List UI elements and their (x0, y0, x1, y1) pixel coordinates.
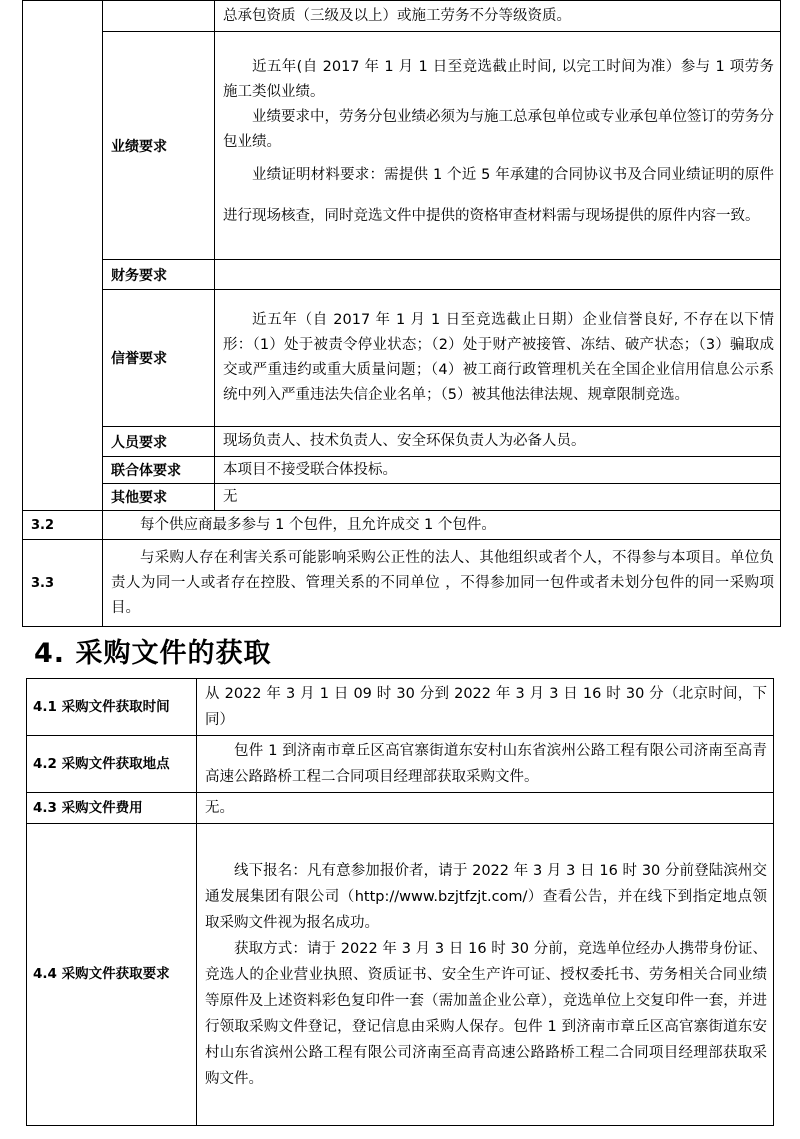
section-3-3-paragraph: 与采购人存在利害关系可能影响采购公正性的法人、其他组织或者个人，不得参与本项目。单位负责人为同一人或者存在控股、管理关系的不同单位 ，不得参加同一包件或者未划分包件的同一采购项目。 (111, 549, 774, 616)
credit-paragraph: 近五年（自 2017 年 1 月 1 日至竞选截止日期）企业信誉良好, 不存在以下情形：（1）处于被责令停业状态；（2）处于财产被接管、冻结、破产状态；（3）骗取成交或严重违约或重大质量问题；（4）被工商行政管理机关在全国企业信用信息公示系统中列入严重违法失信企业名单；（5）被其他法律法规、规章限制竞选。 (223, 312, 774, 403)
section-3-3-text (103, 540, 781, 627)
row-4-1-text: 从 2022 年 3 月 1 日 09 时 30 分到 2022 年 3 月 3 日 16 时 30 分（北京时间，下同） (197, 679, 774, 736)
staff-value: 现场负责人、技术负责人、安全环保负责人为必备人员。 (215, 427, 781, 457)
other-value: 无 (215, 484, 781, 511)
consortium-label: 联合体要求 (103, 457, 215, 484)
section-3-2-paragraph: 每个供应商最多参与 1 个包件，且允许成交 1 个包件。 (140, 516, 496, 533)
performance-label: 业绩要求 (103, 32, 215, 260)
blank-label-cell (103, 1, 215, 32)
credit-label: 信誉要求 (103, 290, 215, 427)
qualification-tail-text: 总承包资质（三级及以上）或施工劳务不分等级资质。 (215, 1, 781, 32)
qualification-table (22, 0, 781, 627)
row-4-4-label: 4.4 采购文件获取要求 (27, 824, 197, 1126)
staff-label: 人员要求 (103, 427, 215, 457)
credit-text (215, 290, 781, 427)
performance-line-2: 业绩要求中，劳务分包业绩必须为与施工总承包单位或专业承包单位签订的劳务分包业绩。 (223, 108, 774, 150)
row-4-4-paragraph-2: 获取方式：请于 2022 年 3 月 3 日 16 时 30 分前，竞选单位经办人携带身份证、竞选人的企业营业执照、资质证书、安全生产许可证、授权委托书、劳务相关合同业绩等原件及上述资料彩色复印件一套（需加盖企业公章），竞选单位上交复印件一套，并进行领取采购文件登记，登记信息由采购人保存。包件 1 到济南市章丘区高官寨街道东安村山东省滨州公路工程有限公司济南至高青高速公路路桥工程二合同项目经理部获取采购文件。 (205, 940, 767, 1087)
other-label: 其他要求 (103, 484, 215, 511)
row-4-3-label: 4.3 采购文件费用 (27, 793, 197, 824)
section-3-1-cell (23, 1, 103, 511)
row-4-4-text (197, 824, 774, 1126)
section-3-2-number: 3.2 (23, 511, 103, 540)
section-4-heading: 4. 采购文件的获取 (34, 638, 272, 669)
performance-proof: 业绩证明材料要求：需提供 1 个近 5 年承建的合同协议书及合同业绩证明的原件进行现场核查，同时竞选文件中提供的资格审查材料需与现场提供的原件内容一致。 (223, 166, 774, 224)
row-4-4-paragraph-1: 线下报名：凡有意参加报价者，请于 2022 年 3 月 3 日 16 时 30 分前登陆滨州交通发展集团有限公司（http://www.bzjtfzjt.com/）查看公告，并在线下到指定地点领取采购文件视为报名成功。 (205, 862, 767, 931)
row-4-2-text (197, 736, 774, 793)
row-4-2-paragraph: 包件 1 到济南市章丘区高官寨街道东安村山东省滨州公路工程有限公司济南至高青高速公路路桥工程二合同项目经理部获取采购文件。 (205, 743, 767, 785)
finance-value (215, 260, 781, 290)
finance-label: 财务要求 (103, 260, 215, 290)
consortium-value: 本项目不接受联合体投标。 (215, 457, 781, 484)
section-3-2-text (103, 511, 781, 540)
row-4-1-label: 4.1 采购文件获取时间 (27, 679, 197, 736)
procurement-docs-table (26, 678, 774, 1126)
row-4-3-text: 无。 (197, 793, 774, 824)
performance-line-1: 近五年(自 2017 年 1 月 1 日至竞选截止时间, 以完工时间为准）参与 1 项劳务施工类似业绩。 (223, 58, 774, 100)
section-3-3-number: 3.3 (23, 540, 103, 627)
row-4-2-label: 4.2 采购文件获取地点 (27, 736, 197, 793)
performance-text (215, 32, 781, 260)
